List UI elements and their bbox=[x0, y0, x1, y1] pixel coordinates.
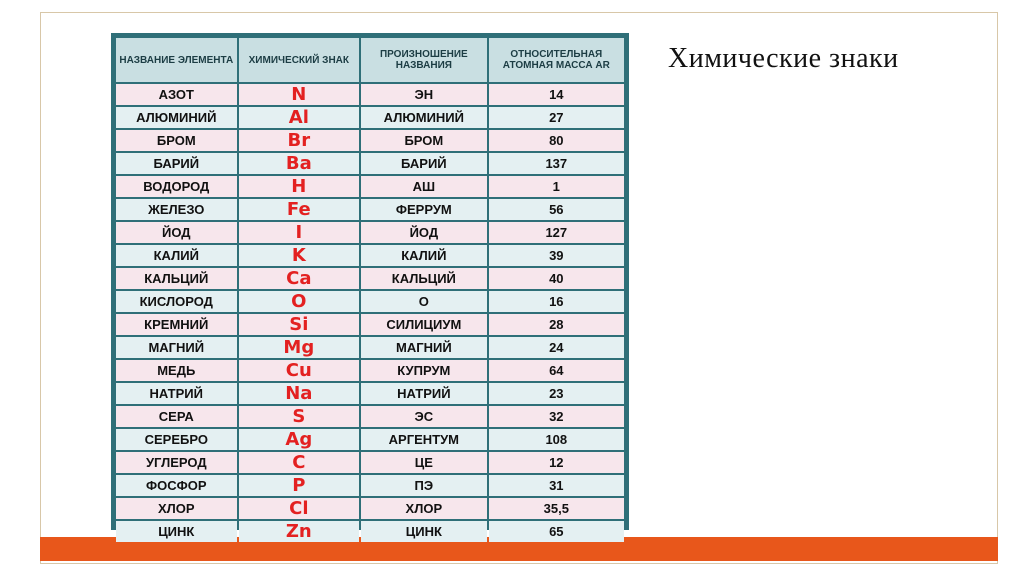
table-row bbox=[116, 360, 624, 381]
pronunciation-cell: КУПРУМ bbox=[361, 360, 487, 381]
table-row bbox=[116, 130, 624, 151]
element-name-cell: ХЛОР bbox=[116, 498, 237, 519]
element-name-cell: ЙОД bbox=[116, 222, 237, 243]
element-name-cell: КАЛИЙ bbox=[116, 245, 237, 266]
chemical-symbol-cell: Br bbox=[239, 130, 360, 151]
pronunciation-cell: ФЕРРУМ bbox=[361, 199, 487, 220]
chemical-symbol-cell: C bbox=[239, 452, 360, 473]
chemical-symbol-cell: Fe bbox=[239, 199, 360, 220]
chemical-symbol-cell: Mg bbox=[239, 337, 360, 358]
table-row bbox=[116, 521, 624, 542]
atomic-mass-cell: 56 bbox=[489, 199, 624, 220]
chemical-symbol-cell: Si bbox=[239, 314, 360, 335]
header-pronunciation: ПРОИЗНОШЕНИЕ НАЗВАНИЯ bbox=[361, 38, 487, 82]
pronunciation-cell: БАРИЙ bbox=[361, 153, 487, 174]
element-name-cell: СЕРЕБРО bbox=[116, 429, 237, 450]
pronunciation-cell: ХЛОР bbox=[361, 498, 487, 519]
element-name-cell: УГЛЕРОД bbox=[116, 452, 237, 473]
pronunciation-cell: ЦИНК bbox=[361, 521, 487, 542]
pronunciation-cell: ПЭ bbox=[361, 475, 487, 496]
pronunciation-cell: МАГНИЙ bbox=[361, 337, 487, 358]
element-name-cell: ВОДОРОД bbox=[116, 176, 237, 197]
pronunciation-cell: ЭН bbox=[361, 84, 487, 105]
chemical-symbol-cell: H bbox=[239, 176, 360, 197]
atomic-mass-cell: 127 bbox=[489, 222, 624, 243]
table-row bbox=[116, 314, 624, 335]
atomic-mass-cell: 14 bbox=[489, 84, 624, 105]
pronunciation-cell: ЙОД bbox=[361, 222, 487, 243]
pronunciation-cell: ЦЕ bbox=[361, 452, 487, 473]
element-name-cell: ЦИНК bbox=[116, 521, 237, 542]
atomic-mass-cell: 28 bbox=[489, 314, 624, 335]
atomic-mass-cell: 12 bbox=[489, 452, 624, 473]
element-name-cell: НАТРИЙ bbox=[116, 383, 237, 404]
table-row bbox=[116, 337, 624, 358]
atomic-mass-cell: 23 bbox=[489, 383, 624, 404]
table-row bbox=[116, 176, 624, 197]
chemical-symbol-cell: K bbox=[239, 245, 360, 266]
pronunciation-cell: АЛЮМИНИЙ bbox=[361, 107, 487, 128]
table-row bbox=[116, 406, 624, 427]
chemical-symbol-cell: Na bbox=[239, 383, 360, 404]
table-row bbox=[116, 199, 624, 220]
element-name-cell: СЕРА bbox=[116, 406, 237, 427]
header-atomic-mass: ОТНОСИТЕЛЬНАЯ АТОМНАЯ МАССА AR bbox=[489, 38, 624, 82]
atomic-mass-cell: 1 bbox=[489, 176, 624, 197]
pronunciation-cell: АШ bbox=[361, 176, 487, 197]
chemical-symbol-cell: Ba bbox=[239, 153, 360, 174]
element-name-cell: КАЛЬЦИЙ bbox=[116, 268, 237, 289]
element-name-cell: АЗОТ bbox=[116, 84, 237, 105]
element-name-cell: МЕДЬ bbox=[116, 360, 237, 381]
atomic-mass-cell: 65 bbox=[489, 521, 624, 542]
element-name-cell: БРОМ bbox=[116, 130, 237, 151]
table-row bbox=[116, 429, 624, 450]
atomic-mass-cell: 24 bbox=[489, 337, 624, 358]
atomic-mass-cell: 31 bbox=[489, 475, 624, 496]
pronunciation-cell: О bbox=[361, 291, 487, 312]
chemical-symbol-cell: Ca bbox=[239, 268, 360, 289]
atomic-mass-cell: 16 bbox=[489, 291, 624, 312]
table-row bbox=[116, 84, 624, 105]
chemical-symbol-cell: N bbox=[239, 84, 360, 105]
table-row bbox=[116, 153, 624, 174]
table-row bbox=[116, 475, 624, 496]
chemical-symbol-cell: Cu bbox=[239, 360, 360, 381]
table-row bbox=[116, 245, 624, 266]
table-row bbox=[116, 268, 624, 289]
pronunciation-cell: ЭС bbox=[361, 406, 487, 427]
table-row bbox=[116, 291, 624, 312]
header-element-name: НАЗВАНИЕ ЭЛЕМЕНТА bbox=[116, 38, 237, 82]
slide-title: Химические знаки bbox=[668, 43, 899, 74]
atomic-mass-cell: 27 bbox=[489, 107, 624, 128]
atomic-mass-cell: 137 bbox=[489, 153, 624, 174]
table-row bbox=[116, 452, 624, 473]
element-name-cell: ФОСФОР bbox=[116, 475, 237, 496]
element-name-cell: БАРИЙ bbox=[116, 153, 237, 174]
atomic-mass-cell: 64 bbox=[489, 360, 624, 381]
atomic-mass-cell: 39 bbox=[489, 245, 624, 266]
pronunciation-cell: БРОМ bbox=[361, 130, 487, 151]
chemical-symbol-cell: O bbox=[239, 291, 360, 312]
pronunciation-cell: КАЛИЙ bbox=[361, 245, 487, 266]
table-row bbox=[116, 107, 624, 128]
element-name-cell: МАГНИЙ bbox=[116, 337, 237, 358]
element-name-cell: ЖЕЛЕЗО bbox=[116, 199, 237, 220]
pronunciation-cell: НАТРИЙ bbox=[361, 383, 487, 404]
pronunciation-cell: КАЛЬЦИЙ bbox=[361, 268, 487, 289]
atomic-mass-cell: 35,5 bbox=[489, 498, 624, 519]
pronunciation-cell: АРГЕНТУМ bbox=[361, 429, 487, 450]
table-header bbox=[116, 38, 624, 82]
chemical-symbol-cell: Ag bbox=[239, 429, 360, 450]
elements-table bbox=[114, 36, 626, 544]
chemical-symbol-cell: Al bbox=[239, 107, 360, 128]
chemical-symbol-cell: I bbox=[239, 222, 360, 243]
element-name-cell: КРЕМНИЙ bbox=[116, 314, 237, 335]
chemical-symbol-cell: P bbox=[239, 475, 360, 496]
table-body bbox=[116, 84, 624, 542]
chemical-symbol-cell: Zn bbox=[239, 521, 360, 542]
atomic-mass-cell: 108 bbox=[489, 429, 624, 450]
element-name-cell: АЛЮМИНИЙ bbox=[116, 107, 237, 128]
pronunciation-cell: СИЛИЦИУМ bbox=[361, 314, 487, 335]
elements-table-container bbox=[111, 33, 629, 542]
atomic-mass-cell: 80 bbox=[489, 130, 624, 151]
table-row bbox=[116, 498, 624, 519]
chemical-symbol-cell: Cl bbox=[239, 498, 360, 519]
header-chemical-symbol: ХИМИЧЕСКИЙ ЗНАК bbox=[239, 38, 360, 82]
element-name-cell: КИСЛОРОД bbox=[116, 291, 237, 312]
atomic-mass-cell: 32 bbox=[489, 406, 624, 427]
table-row bbox=[116, 383, 624, 404]
chemical-symbol-cell: S bbox=[239, 406, 360, 427]
table-row bbox=[116, 222, 624, 243]
atomic-mass-cell: 40 bbox=[489, 268, 624, 289]
header-row bbox=[116, 38, 624, 82]
